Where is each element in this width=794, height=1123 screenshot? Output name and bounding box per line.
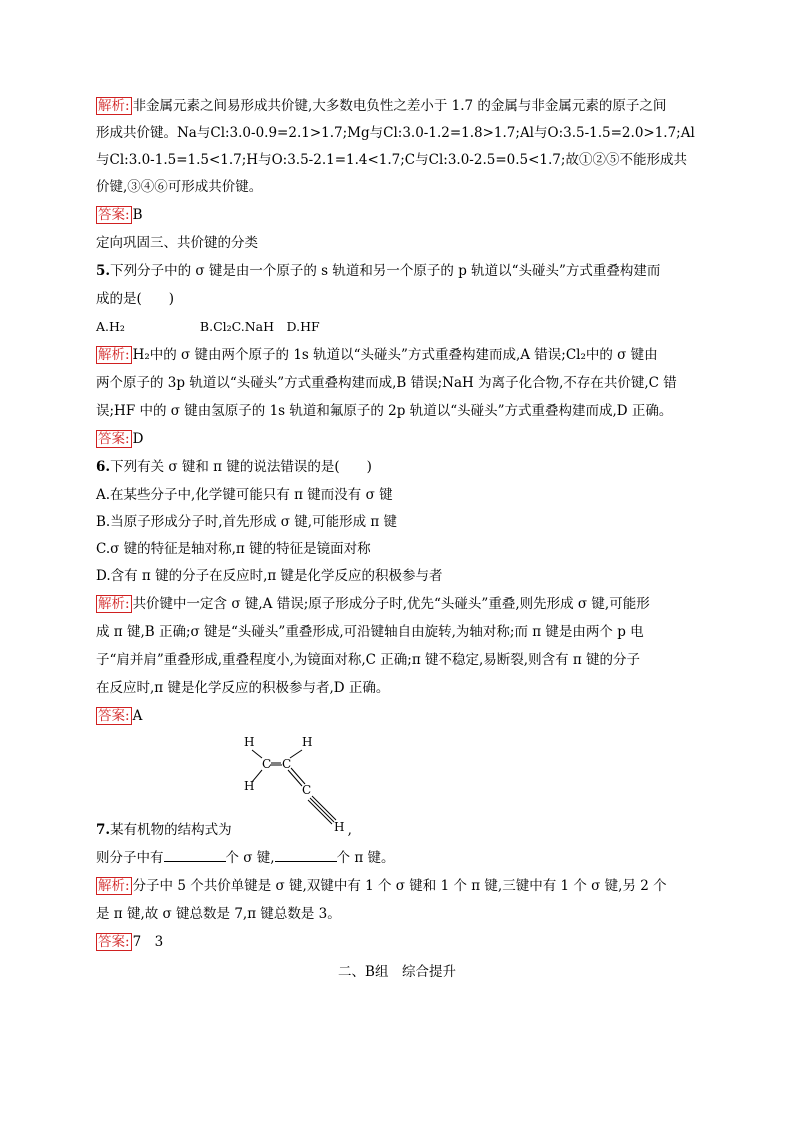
q7-answer: 答案: 7 3 [98,934,164,950]
q6-option-d: D.含有 π 键的分子在反应时,π 键是化学反应的积极参与者 [96,568,443,584]
q4-analysis-line: 形成共价键。Na与Cl:3.0-0.9=2.1>1.7;Mg与Cl:3.0-1.2=1.8>1.7;Al与O:3.5-1.5=2.0>1.7;Al [96,125,695,141]
q6-stem: 6.下列有关 σ 键和 π 键的说法错误的是( ) [96,459,372,475]
h-atom: H [334,820,345,834]
q5-analysis-line: 两个原子的 3p 轨道以“头碰头”方式重叠构建而成,B 错误;NaH 为离子化合物,不存在共价键,C 错 [96,375,677,391]
single-bond [252,770,262,782]
h-atom: H [244,779,255,793]
q7-analysis-line: 是 π 键,故 σ 键总数是 7,π 键总数是 3。 [96,906,341,922]
answer-tag: 答案: [98,934,130,950]
c-atom: C [282,757,292,771]
q6-analysis-line: 子“肩并肩”重叠形成,重叠程度小,为镜面对称,C 正确;π 键不稳定,易断裂,则含有 π 键的分子 [96,652,641,668]
q6-analysis-line: 在反应时,π 键是化学反应的积极参与者,D 正确。 [96,680,390,696]
q7-blanks: 则分子中有 个 σ 键, 个 π 键。 [96,850,395,866]
analysis-tag: 解析: [98,98,130,114]
q5-analysis-line: 解析: H₂中的 σ 键由两个原子的 1s 轨道以“头碰头”方式重叠构建而成,A 错误;Cl₂中的 σ 键由 [98,347,658,363]
q7-stem: 7.某有机物的结构式为 , [96,822,352,838]
section-title: 二、B组 综合提升 [338,964,456,980]
q6-option-a: A.在某些分子中,化学键可能只有 π 键而没有 σ 键 [96,487,393,503]
q4-analysis-line: 与Cl:3.0-1.5=1.5<1.7;H与O:3.5-2.1=1.4<1.7;C与Cl:3.0-2.5=0.5<1.7;故①②⑤不能形成共 [96,152,687,168]
single-bond [290,750,302,758]
q5-stem-cont: 成的是( ) [96,291,175,307]
q5-answer: 答案: D [98,431,144,447]
c-atom: C [302,783,312,797]
q6-option-c: C.σ 键的特征是轴对称,π 键的特征是镜面对称 [96,541,371,557]
answer-tag: 答案: [98,431,130,447]
q6-analysis-line: 成 π 键,B 正确;σ 键是“头碰头”重叠形成,可沿键轴自由旋转,为轴对称;而 π 键是由两个 p 电 [96,624,644,640]
q6-analysis-line: 解析: 共价键中一定含 σ 键,A 错误;原子形成分子时,优先“头碰头”重叠,则先形成 σ 键,可能形 [98,596,650,612]
analysis-tag: 解析: [98,347,130,363]
q5-analysis-line: 误;HF 中的 σ 键由氢原子的 1s 轨道和氟原子的 2p 轨道以“头碰头”方式重叠构建而成,D 正确。 [96,403,673,419]
triple-bond [310,798,334,822]
q4-analysis-line: 价键,③④⑥可形成共价键。 [96,179,263,195]
q7-analysis-line: 解析: 分子中 5 个共价单键是 σ 键,双键中有 1 个 σ 键和 1 个 π 键,三键中有 1 个 σ 键,另 2 个 [98,878,667,894]
c-atom: C [262,757,272,771]
h-atom: H [302,735,313,749]
q6-answer: 答案: A [98,708,143,724]
q5-stem: 5.下列分子中的 σ 键是由一个原子的 s 轨道和另一个原子的 p 轨道以“头碰头”方式重叠构建而 [96,263,661,279]
q4-analysis-line: 解析: 非金属元素之间易形成共价键,大多数电负性之差小于 1.7 的金属与非金属元素的原子之间 [98,98,667,114]
sigma-count-blank[interactable] [164,848,226,862]
analysis-tag: 解析: [98,596,130,612]
q5-options: A.H₂ B.Cl₂C.NaH D.HF [96,319,320,334]
answer-tag: 答案: [98,207,130,223]
section-heading: 定向巩固三、共价键的分类 [96,235,258,251]
single-bond [252,750,262,758]
q6-option-b: B.当原子形成分子时,首先形成 σ 键,可能形成 π 键 [96,514,398,530]
answer-tag: 答案: [98,708,130,724]
q4-answer: 答案: B [98,207,143,223]
analysis-tag: 解析: [98,878,130,894]
pi-count-blank[interactable] [275,848,337,862]
h-atom: H [244,735,255,749]
